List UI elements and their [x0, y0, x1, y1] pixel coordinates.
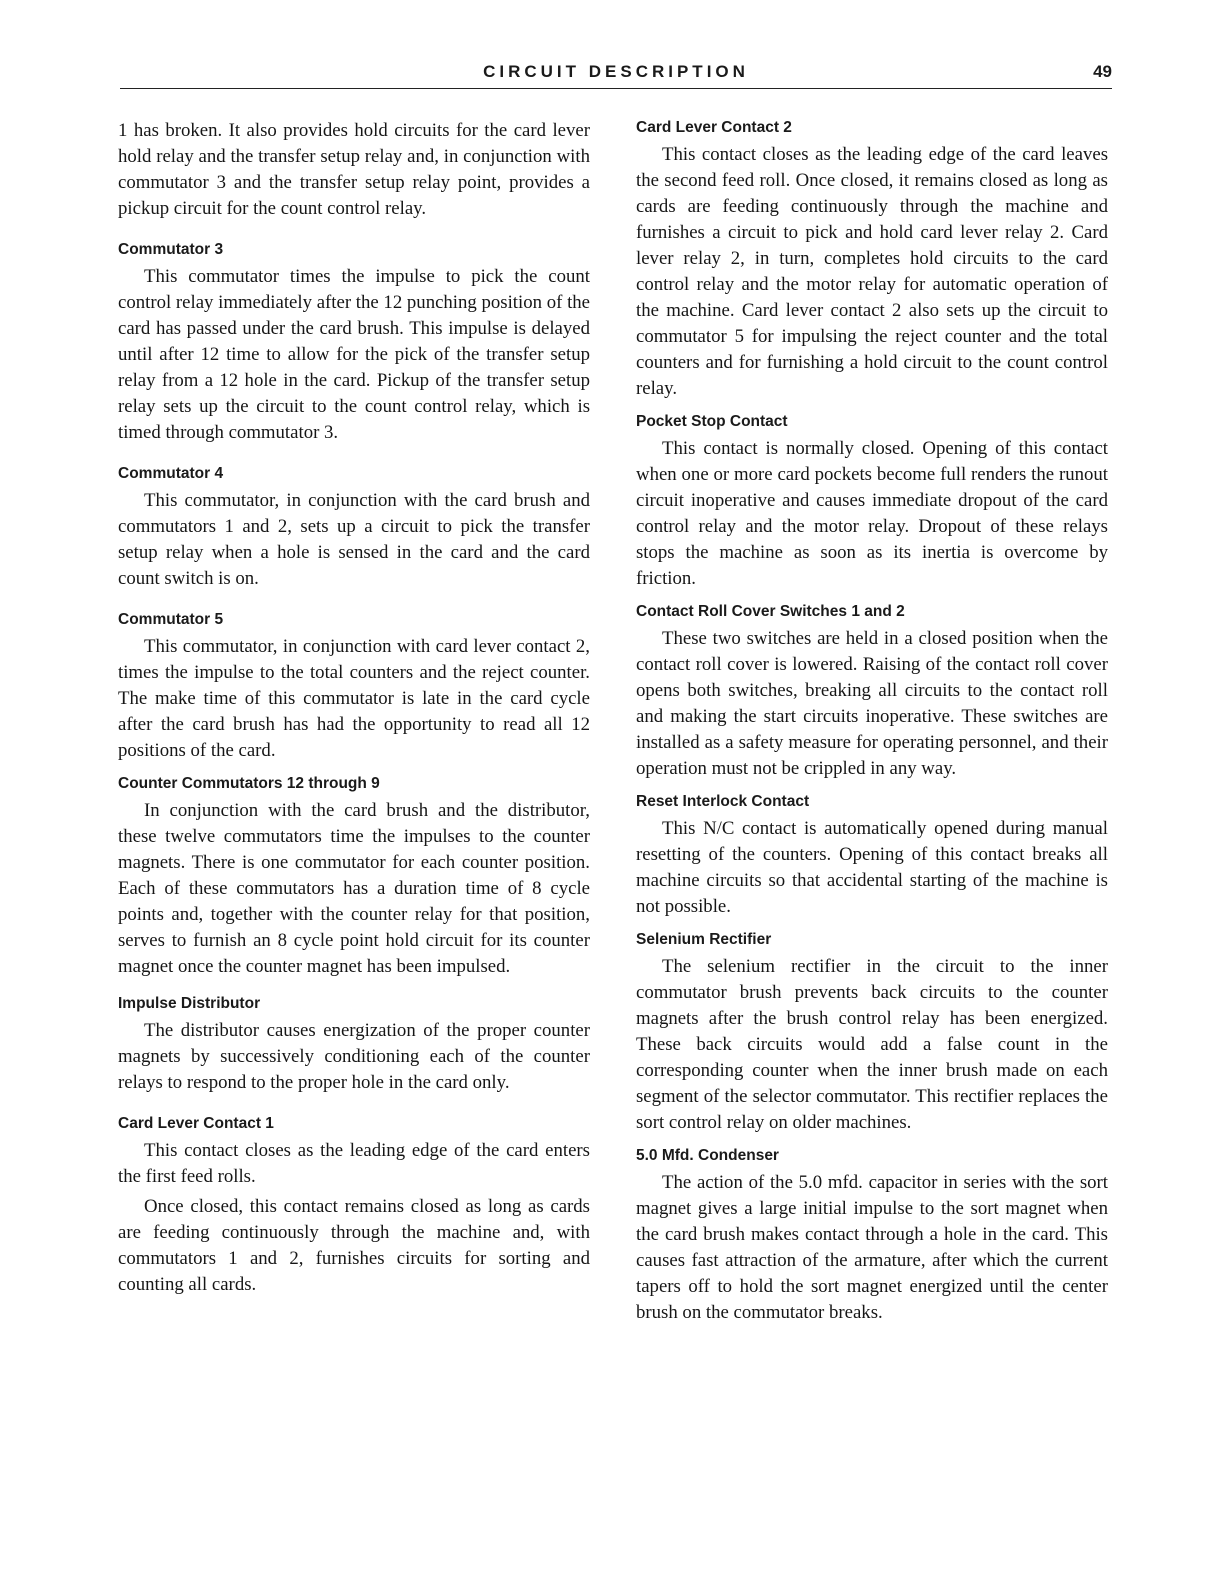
section-heading: Card Lever Contact 1: [118, 1115, 274, 1132]
page-header: [120, 60, 1112, 89]
paragraph: These two switches are held in a closed position when the contact roll cover is lowered. Raising of the contact roll cover opens both switches, breaking all circuits to the contact roll and making the start circuits inoperative. These switches are installed as a safety measure for operating personnel, and their operation must not be crippled in any way.: [636, 628, 1108, 779]
page-title: CIRCUIT DESCRIPTION: [483, 62, 749, 81]
section-heading: Commutator 4: [118, 465, 224, 482]
section-continuation: [118, 118, 590, 222]
paragraph: This contact closes as the leading edge of the card enters the first feed rolls.: [118, 1140, 590, 1187]
paragraph: The selenium rectifier in the circuit to the inner commutator brush prevents back circuits to the counter magnets after the brush control relay has been energized. These back circuits would add a false count in the corresponding counter when the inner brush made on each segment of the selector commutator. This rectifier replaces the sort control relay on older machines.: [636, 956, 1108, 1133]
section-commutator-5: [118, 610, 590, 764]
section-commutator-3: [118, 240, 590, 446]
paragraph: 1 has broken. It also provides hold circuits for the card lever hold relay and the transfer setup relay and, in conjunction with commutator 3 and the transfer setup relay point, provides a pickup circuit for the count control relay.: [118, 120, 590, 219]
paragraph: The action of the 5.0 mfd. capacitor in series with the sort magnet gives a large initial impulse to the sort magnet when the card brush makes contact through a hole in the card. This causes fast attraction of the armature, after which the current tapers off to hold the sort magnet energized until the center brush on the commutator breaks.: [636, 1172, 1108, 1323]
section-heading: Card Lever Contact 2: [636, 119, 792, 136]
paragraph: This contact closes as the leading edge of the card leaves the second feed roll. Once closed, it remains closed as long as cards are feeding continuously through the machine and furnishes a circuit to pick and hold card lever relay 2. Card lever relay 2, in turn, completes hold circuits to the card control relay and the motor relay for automatic operation of the machine. Card lever contact 2 also sets up the circuit to commutator 5 for impulsing the reject counter and the total counters and for furnishing a hold circuit to the count control relay.: [636, 144, 1108, 399]
paragraph: This commutator, in conjunction with card lever contact 2, times the impulse to the total counters and the reject counter. The make time of this commutator is late in the card cycle after the card brush has had the opportunity to read all 12 positions of the card.: [118, 636, 590, 761]
section-condenser: [636, 1146, 1108, 1326]
section-contact-roll-cover-switches: [636, 602, 1108, 782]
section-counter-commutators: [118, 774, 590, 980]
section-heading: 5.0 Mfd. Condenser: [636, 1147, 779, 1164]
paragraph: This contact is normally closed. Opening of this contact when one or more card pockets become full renders the runout circuit inoperative and causes immediate dropout of the card control relay and the motor relay. Dropout of these relays stops the machine as soon as its inertia is overcome by friction.: [636, 438, 1108, 589]
section-heading: Commutator 3: [118, 241, 224, 258]
left-column: [118, 118, 590, 1298]
paragraph: This commutator times the impulse to pick the count control relay immediately after the 12 punching position of the card has passed under the card brush. This impulse is delayed until after 12 time to allow for the pick of the transfer setup relay from a 12 hole in the card. Pickup of the transfer setup relay sets up the circuit to the count control relay, which is timed through commutator 3.: [118, 266, 591, 443]
section-heading: Pocket Stop Contact: [636, 413, 788, 430]
section-heading: Counter Commutators 12 through 9: [118, 775, 380, 792]
section-card-lever-contact-2: [636, 118, 1108, 402]
right-column: [636, 118, 1108, 1326]
section-heading: Contact Roll Cover Switches 1 and 2: [636, 603, 905, 620]
section-heading: Impulse Distributor: [118, 995, 261, 1012]
paragraph: The distributor causes energization of the proper counter magnets by successively conditioning each of the counter relays to respond to the proper hole in the card only.: [118, 1020, 590, 1093]
section-heading: Reset Interlock Contact: [636, 793, 810, 810]
section-impulse-distributor: [118, 994, 590, 1096]
section-heading: Selenium Rectifier: [636, 931, 772, 948]
section-reset-interlock-contact: [636, 792, 1108, 920]
paragraph: This N/C contact is automatically opened during manual resetting of the counters. Opening of this contact breaks all machine circuits so that accidental starting of the machine is not possible.: [636, 818, 1108, 917]
page-number: 49: [1093, 62, 1112, 81]
paragraph: This commutator, in conjunction with the card brush and commutators 1 and 2, sets up a circuit to pick the transfer setup relay when a hole is sensed in the card and the card count switch is on.: [118, 490, 590, 589]
section-card-lever-contact-1: [118, 1114, 590, 1298]
section-heading: Commutator 5: [118, 611, 224, 628]
paragraph: Once closed, this contact remains closed as long as cards are feeding continuously through the machine and, with commutators 1 and 2, furnishes circuits for sorting and counting all cards.: [118, 1196, 590, 1295]
section-commutator-4: [118, 464, 590, 592]
section-selenium-rectifier: [636, 930, 1108, 1136]
section-pocket-stop-contact: [636, 412, 1108, 592]
paragraph: In conjunction with the card brush and the distributor, these twelve commutators time the impulses to the counter magnets. There is one commutator for each counter position. Each of these commutators has a duration time of 8 cycle points and, together with the counter relay for that position, serves to furnish an 8 cycle point hold circuit for its counter magnet once the counter magnet has been impulsed.: [118, 800, 590, 977]
